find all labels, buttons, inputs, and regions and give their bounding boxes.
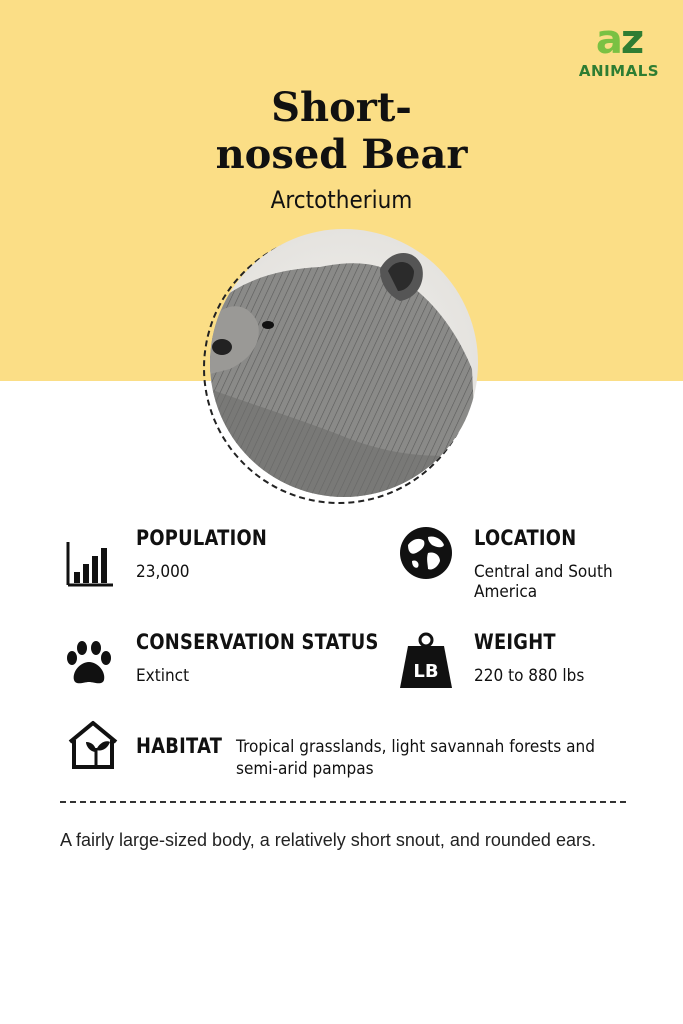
conservation-value: Extinct <box>136 666 190 686</box>
population-stat <box>136 526 290 582</box>
habitat-value: Tropical grasslands, light savannah forests and semi-arid pampas <box>236 737 595 779</box>
conservation-stat <box>136 630 421 686</box>
location-label: LOCATION <box>474 526 577 550</box>
population-label: POPULATION <box>136 526 268 550</box>
location-value: Central and South America <box>474 562 613 602</box>
animal-description: A fairly large-sized body, a relatively short snout, and rounded ears. <box>60 830 596 850</box>
location-stat <box>474 526 654 602</box>
weight-value: 220 to 880 lbs <box>474 666 585 686</box>
animal-name-line1: Short- <box>271 84 412 131</box>
logo-mark: az <box>595 17 643 63</box>
weight-label: WEIGHT <box>474 630 556 654</box>
animal-name-line2: nosed Bear <box>215 131 468 178</box>
az-animals-logo[interactable] <box>576 17 662 80</box>
scientific-name: Arctotherium <box>270 186 413 214</box>
bar-chart-icon <box>66 540 114 592</box>
paw-icon <box>64 640 114 690</box>
bear-portrait-image <box>210 229 478 497</box>
house-plant-icon <box>66 720 120 774</box>
globe-icon <box>398 525 454 585</box>
weight-icon <box>398 632 454 694</box>
habitat-label: HABITAT <box>136 734 223 758</box>
logo-text: ANIMALS <box>578 62 660 80</box>
weight-icon-text: LB <box>413 661 439 682</box>
population-value: 23,000 <box>136 562 190 582</box>
conservation-label: CONSERVATION STATUS <box>136 630 379 654</box>
weight-stat <box>474 630 597 686</box>
section-divider <box>60 801 626 803</box>
